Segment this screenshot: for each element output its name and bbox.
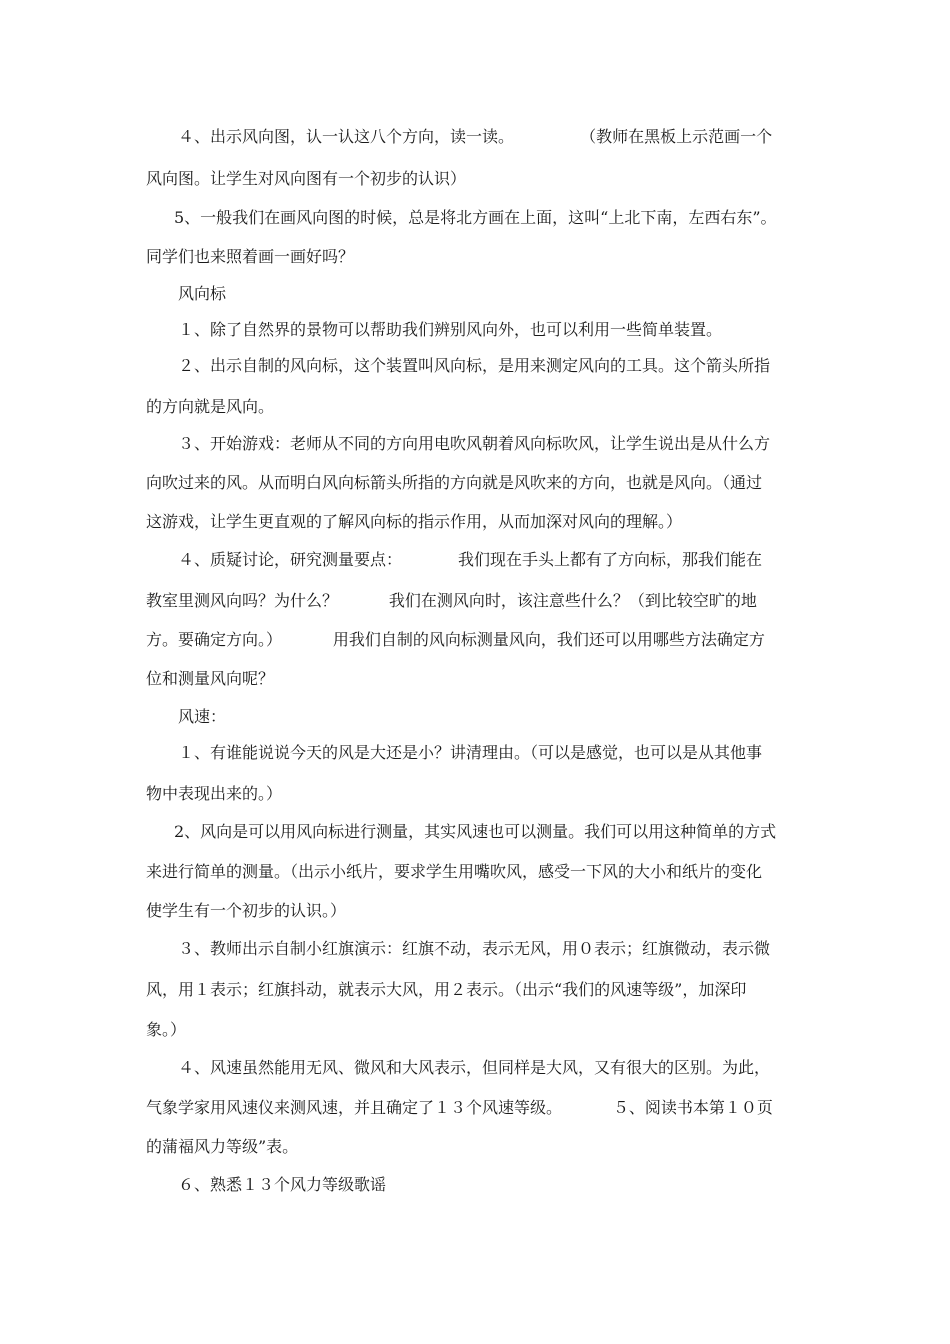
text-line: 的蒲福风力等级”表。 [146,1137,299,1156]
text-line: 风向图。让学生对风向图有一个初步的认识） [146,169,467,188]
text-line: 使学生有一个初步的认识。） [146,901,347,920]
text-line: ２、出示自制的风向标，这个装置叫风向标，是用来测定风向的工具。这个箭头所指 [178,356,771,375]
text-line: 这游戏，让学生更直观的了解风向标的指示作用，从而加深对风向的理解。） [146,512,683,531]
text-line: 2、风向是可以用风向标进行测量，其实风速也可以测量。我们可以用这种简单的方式 [174,822,777,841]
text-line: 的方向就是风向。 [146,397,275,416]
text-line: 方。要确定方向。） 用我们自制的风向标测量风向，我们还可以用哪些方法确定方 [146,630,765,649]
text-line: 同学们也来照着画一画好吗？ [146,247,355,266]
text-line: 来进行简单的测量。（出示小纸片，要求学生用嘴吹风，感受一下风的大小和纸片的变化 [146,862,763,881]
text-line: 位和测量风向呢？ [146,669,275,688]
text-line: 风，用１表示；红旗抖动，就表示大风，用２表示。（出示“我们的风速等级”，加深印 [146,980,747,999]
text-line: 向吹过来的风。从而明白风向标箭头所指的方向就是风吹来的方向，也就是风向。（通过 [146,473,763,492]
text-line: １、有谁能说说今天的风是大还是小？讲清理由。（可以是感觉，也可以是从其他事 [178,743,763,762]
text-line: 5、一般我们在画风向图的时候，总是将北方画在上面，这叫“上北下南，左西右东”。 [174,208,777,227]
text-line: １、除了自然界的景物可以帮助我们辨别风向外，也可以利用一些简单装置。 [178,320,723,339]
text-line: 物中表现出来的。） [146,784,283,803]
section-heading: 风向标 [178,284,227,303]
text-line: 教室里测风向吗？为什么？ 我们在测风向时，该注意些什么？（到比较空旷的地 [146,591,757,610]
text-line: ４、风速虽然能用无风、微风和大风表示，但同样是大风，又有很大的区别。为此， [178,1058,771,1077]
text-line: 象。） [146,1020,187,1039]
text-line: 气象学家用风速仪来测风速，并且确定了１３个风速等级。 ５、阅读书本第１０页 [146,1098,773,1117]
text-line: ４、出示风向图，认一认这八个方向，读一读。 （教师在黑板上示范画一个 [178,127,773,146]
text-line: ６、熟悉１３个风力等级歌谣 [178,1175,387,1194]
text-line: ３、教师出示自制小红旗演示：红旗不动，表示无风，用０表示；红旗微动，表示微 [178,939,771,958]
text-line: ４、质疑讨论，研究测量要点： 我们现在手头上都有了方向标，那我们能在 [178,550,762,569]
text-line: ３、开始游戏：老师从不同的方向用电吹风朝着风向标吹风，让学生说出是从什么方 [178,434,771,453]
section-heading: 风速： [178,707,227,726]
